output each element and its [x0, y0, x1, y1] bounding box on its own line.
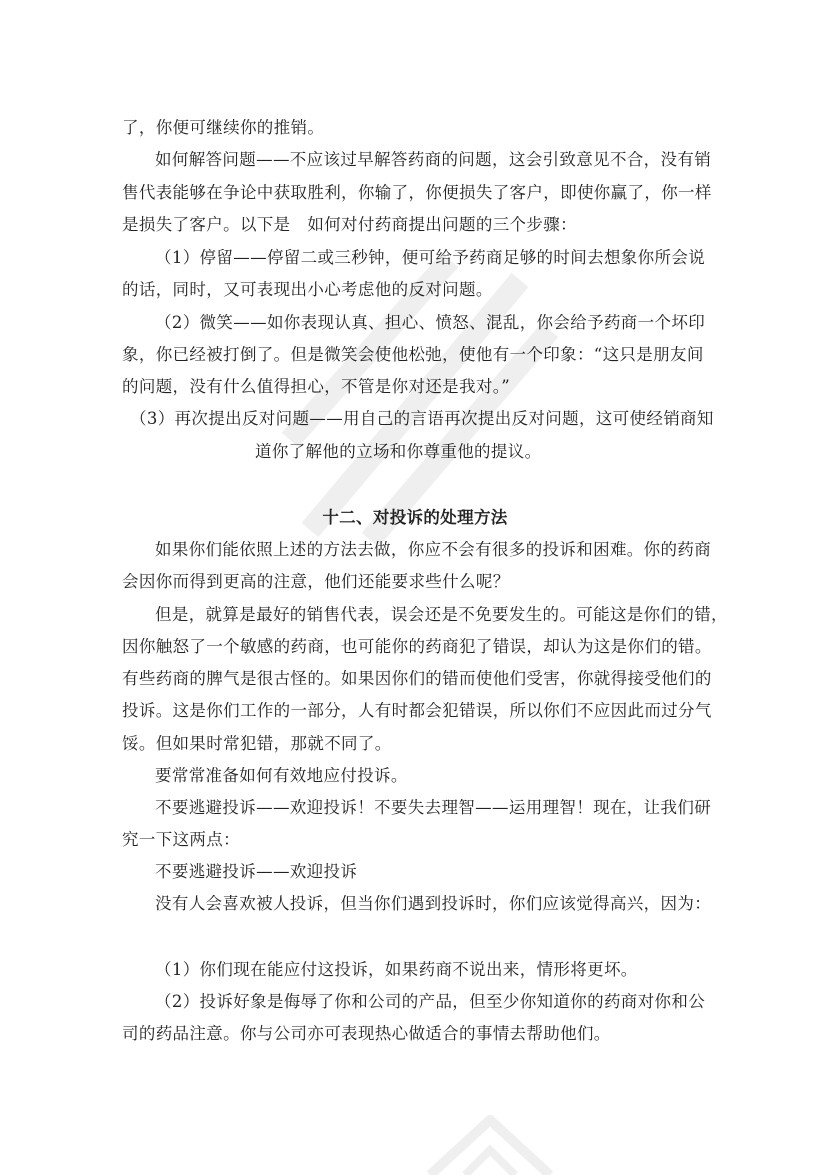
text-line: 投诉。这是你们工作的一部分，人有时都会犯错误，所以你们不应因此而过分气: [122, 701, 712, 720]
text-line: 有些药商的脾气是很古怪的。如果因你们的错而使他们受害，你就得接受他们的: [122, 669, 712, 688]
section-heading: 十二、对投诉的处理方法: [322, 508, 508, 527]
text-line: 要常常准备如何有效地应付投诉。: [155, 766, 408, 785]
text-line: 究一下这两点：: [122, 830, 240, 849]
text-line: 象，你已经被打倒了。但是微笑会使他松弛，使他有一个印象：“这只是朋友间: [122, 345, 704, 364]
watermark-bottom-icon: [420, 1115, 560, 1175]
text-line: 如果你们能依照上述的方法去做，你应不会有很多的投诉和困难。你的药商: [155, 540, 712, 559]
text-line: 如何解答问题——不应该过早解答药商的问题，这会引致意见不合，没有销: [155, 150, 712, 169]
text-line: 没有人会喜欢被人投诉，但当你们遇到投诉时，你们应该觉得高兴，因为：: [155, 894, 712, 913]
text-line: 不要逃避投诉——欢迎投诉: [155, 862, 358, 881]
text-line: （2）投诉好象是侮辱了你和公司的产品，但至少你知道你的药商对你和公: [155, 992, 706, 1011]
text-line: 馁。但如果时常犯错，那就不同了。: [122, 734, 392, 753]
text-line: 是损失了客户。以下是 如何对付药商提出问题的三个步骤：: [122, 215, 577, 234]
text-line: （1）你们现在能应付这投诉，如果药商不说出来，情形将更坏。: [155, 960, 638, 979]
text-line: 了，你便可继续你的推销。: [122, 118, 325, 137]
text-line: 的话，同时，又可表现出小心考虑他的反对问题。: [122, 280, 493, 299]
text-line: 不要逃避投诉——欢迎投诉！不要失去理智——运用理智！现在，让我们研: [155, 798, 712, 817]
text-line: 售代表能够在争论中获取胜利，你输了，你便损失了客户，即使你赢了，你一样: [122, 183, 712, 202]
text-line: 但是，就算是最好的销售代表，误会还是不免要发生的。可能这是你们的错，: [155, 605, 728, 624]
text-line: 会因你而得到更高的注意，他们还能要求些什么呢？: [122, 572, 510, 591]
text-line: 司的药品注意。你与公司亦可表现热心做适合的事情去帮助他们。: [122, 1024, 611, 1043]
text-line: 的问题，没有什么值得担心，不管是你对还是我对。”: [122, 377, 511, 396]
text-line: （2）微笑——如你表现认真、担心、愤怒、混乱，你会给予药商一个坏印: [155, 313, 706, 332]
text-line: （1）停留——停留二或三秒钟，便可给予药商足够的时间去想象你所会说: [155, 248, 706, 267]
text-line: 因你触怒了一个敏感的药商，也可能你的药商犯了错误，却认为这是你们的错。: [122, 637, 712, 656]
text-line: 道你了解他的立场和你尊重他的提议。: [255, 442, 542, 461]
text-line: （3）再次提出反对问题——用自己的言语再次提出反对问题，这可使经销商知: [130, 409, 714, 428]
